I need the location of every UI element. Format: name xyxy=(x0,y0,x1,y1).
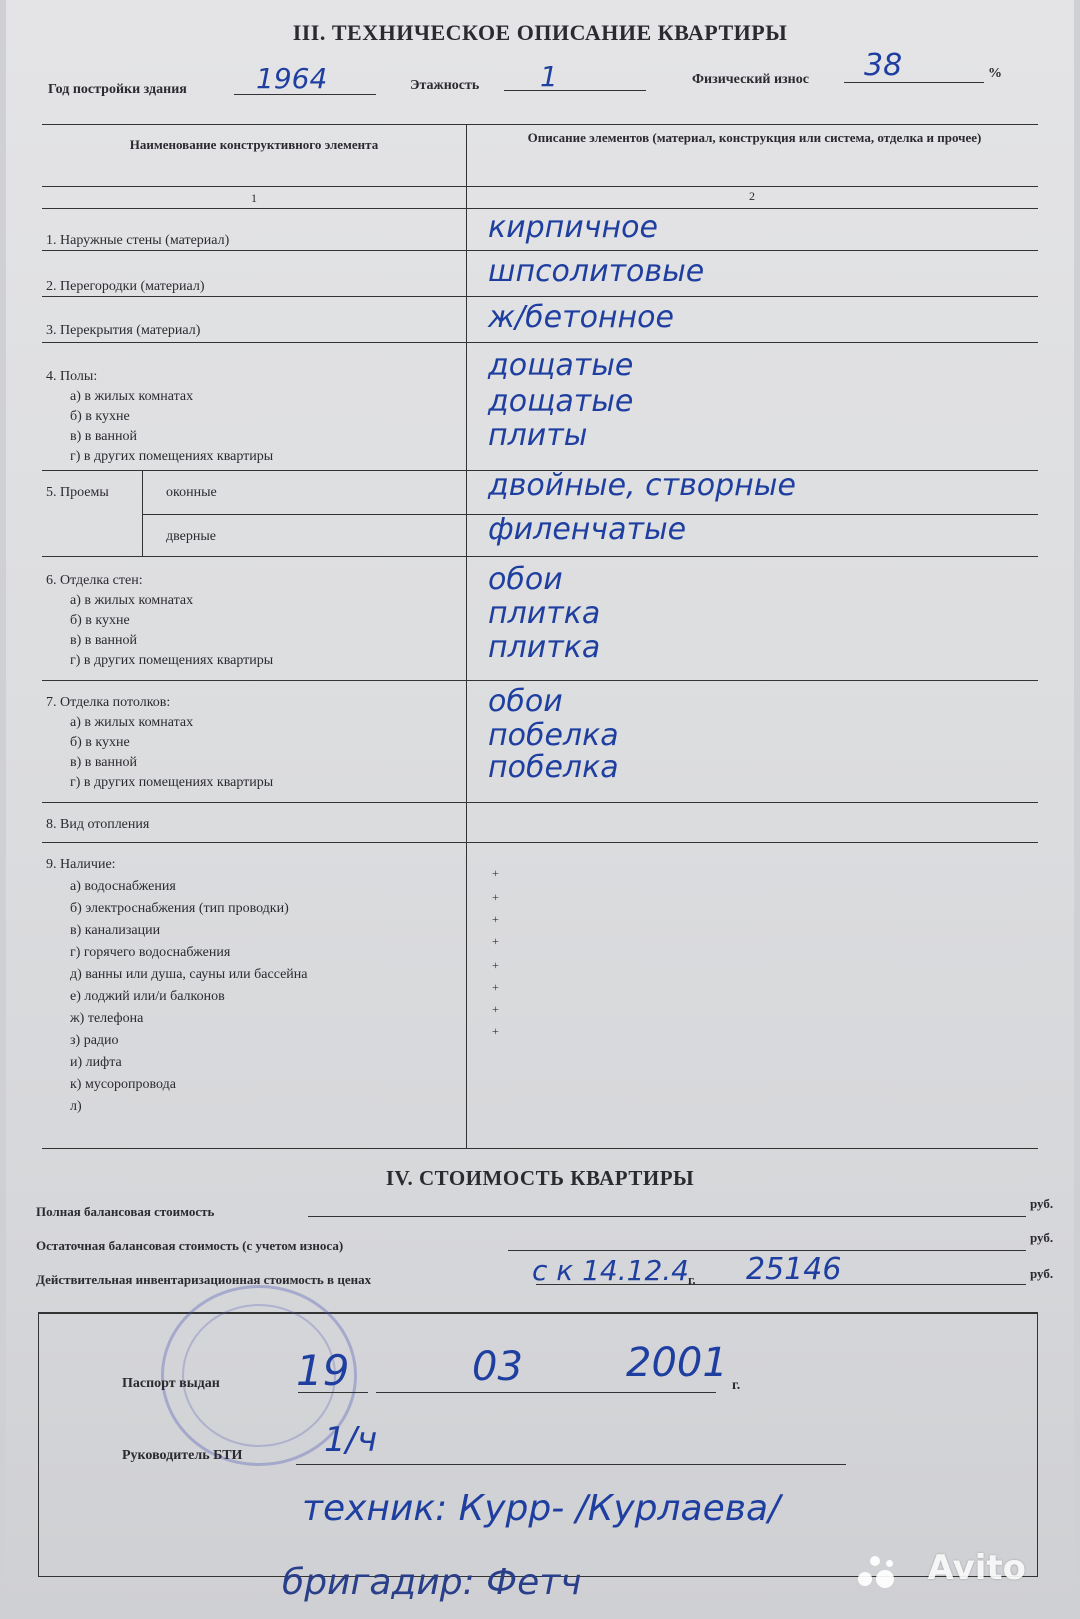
row6-c: в) в ванной xyxy=(70,633,137,648)
col1-header: Наименование конструктивного элемента xyxy=(129,137,379,152)
wear-unit: % xyxy=(988,66,1002,81)
row9-item: а) водоснабжения xyxy=(70,879,176,894)
row6-b: б) в кухне xyxy=(70,613,130,628)
bti-head-signature: 1/ч xyxy=(324,1420,378,1460)
table-line xyxy=(42,342,1038,343)
inventory-date: с к 14.12.4 xyxy=(532,1254,689,1287)
column-divider xyxy=(466,124,467,1148)
inventory-sum: 25146 xyxy=(746,1252,842,1287)
row7-b: б) в кухне xyxy=(70,735,130,750)
col1-number: 1 xyxy=(251,191,257,205)
presence-mark: + xyxy=(492,866,499,880)
inventory-cost-label: Действительная инвентаризационная стоимость в ценах xyxy=(36,1272,372,1287)
table-line xyxy=(42,842,1038,843)
inventory-year-suffix: г. xyxy=(688,1272,696,1287)
table-line xyxy=(42,802,1038,803)
passport-month: 03 xyxy=(472,1344,523,1390)
row6-d: г) в других помещениях квартиры xyxy=(70,653,274,668)
row4-value-b: дощатые xyxy=(488,384,634,419)
row9-item: е) лоджий или/и балконов xyxy=(70,989,225,1004)
row7-value-c: побелка xyxy=(488,750,619,785)
document-page xyxy=(6,0,1074,1619)
row4-a: а) в жилых комнатах xyxy=(70,389,194,404)
row9-item: и) лифта xyxy=(70,1055,122,1070)
table-line xyxy=(42,124,1038,125)
presence-mark: + xyxy=(492,1002,499,1016)
row2-label: 2. Перегородки (материал) xyxy=(46,279,205,294)
col2-number: 2 xyxy=(749,189,755,203)
row9-item: в) канализации xyxy=(70,923,161,938)
row9-item: к) мусоропровода xyxy=(70,1077,176,1092)
floors-label: Этажность xyxy=(410,78,480,93)
row1-value: кирпичное xyxy=(488,210,658,245)
row5-door-label: дверные xyxy=(166,529,216,544)
row9-label: 9. Наличие: xyxy=(46,857,116,872)
presence-mark: + xyxy=(492,934,499,948)
row5-door-value: филенчатые xyxy=(488,512,687,547)
floors-field xyxy=(504,60,646,93)
table-line xyxy=(42,1148,1038,1149)
row9-item: л) xyxy=(70,1099,82,1114)
row9-item: д) ванны или душа, сауны или бассейна xyxy=(70,967,308,982)
wear-field xyxy=(844,48,984,83)
passport-day: 19 xyxy=(296,1346,350,1395)
section4-title: IV. СТОИМОСТЬ КВАРТИРЫ xyxy=(385,1166,695,1190)
floors-value: 1 xyxy=(540,60,558,93)
row6-label: 6. Отделка стен: xyxy=(46,573,143,588)
row6-value-b: плитка xyxy=(488,596,601,631)
row2-value: шпсолитовые xyxy=(488,254,705,289)
full-cost-line xyxy=(308,1200,1026,1217)
full-cost-label: Полная балансовая стоимость xyxy=(36,1204,215,1219)
bti-head-label: Руководитель БТИ xyxy=(122,1448,243,1463)
row4-label: 4. Полы: xyxy=(46,369,98,384)
table-line xyxy=(42,680,1038,681)
year-label: Год постройки здания xyxy=(48,82,187,97)
full-cost-unit: руб. xyxy=(1030,1196,1054,1211)
foreman-signature: бригадир: Фетч xyxy=(282,1562,582,1603)
row9-item: з) радио xyxy=(70,1033,119,1048)
row4-d: г) в других помещениях квартиры xyxy=(70,449,274,464)
col2-header: Описание элементов (материал, конструкция или система, отделка и прочее) xyxy=(527,130,982,145)
row4-value-a: дощатые xyxy=(488,348,634,383)
residual-cost-unit: руб. xyxy=(1030,1230,1054,1245)
year-value: 1964 xyxy=(256,62,328,95)
section3-title: III. ТЕХНИЧЕСКОЕ ОПИСАНИЕ КВАРТИРЫ xyxy=(292,20,788,45)
row9-item: ж) телефона xyxy=(70,1011,144,1026)
row7-d: г) в других помещениях квартиры xyxy=(70,775,274,790)
avito-watermark: Avito xyxy=(927,1548,1026,1588)
wear-label: Физический износ xyxy=(692,72,809,87)
row5-label: 5. Проемы xyxy=(46,485,109,500)
presence-mark: + xyxy=(492,980,499,994)
passport-issued-label: Паспорт выдан xyxy=(122,1376,220,1391)
row6-value-a: обои xyxy=(488,562,563,597)
row6-a: а) в жилых комнатах xyxy=(70,593,194,608)
row7-value-b: побелка xyxy=(488,718,619,753)
row7-value-a: обои xyxy=(488,684,563,719)
presence-mark: + xyxy=(492,912,499,926)
residual-cost-line xyxy=(508,1234,1026,1251)
row7-label: 7. Отделка потолков: xyxy=(46,695,171,710)
row5-window-value: двойные, створные xyxy=(488,468,796,503)
row9-item: г) горячего водоснабжения xyxy=(70,945,231,960)
wear-value: 38 xyxy=(864,48,903,83)
row4-c: в) в ванной xyxy=(70,429,137,444)
bti-head-line xyxy=(296,1436,846,1465)
presence-mark: + xyxy=(492,1024,499,1038)
residual-cost-label: Остаточная балансовая стоимость (с учетом износа) xyxy=(36,1238,344,1253)
passport-year-suffix: г. xyxy=(732,1378,741,1393)
row5-window-label: оконные xyxy=(166,485,217,500)
inventory-cost-unit: руб. xyxy=(1030,1266,1054,1281)
passport-year: 2001 xyxy=(626,1340,728,1386)
row3-label: 3. Перекрытия (материал) xyxy=(46,323,201,338)
avito-logo-icon xyxy=(856,1552,896,1592)
row7-c: в) в ванной xyxy=(70,755,137,770)
technician-signature: техник: Курр- /Курлаева/ xyxy=(302,1488,781,1529)
table-line xyxy=(42,556,1038,557)
presence-mark: + xyxy=(492,958,499,972)
row4-b: б) в кухне xyxy=(70,409,130,424)
row9-item: б) электроснабжения (тип проводки) xyxy=(70,901,289,916)
openings-divider xyxy=(142,470,143,556)
row7-a: а) в жилых комнатах xyxy=(70,715,194,730)
tech-table xyxy=(42,124,1038,1148)
row4-value-c: плиты xyxy=(488,418,588,453)
row6-value-c: плитка xyxy=(488,630,601,665)
year-field xyxy=(234,62,376,95)
row8-label: 8. Вид отопления xyxy=(46,817,150,832)
presence-mark: + xyxy=(492,890,499,904)
row1-label: 1. Наружные стены (материал) xyxy=(46,233,230,248)
row3-value: ж/бетонное xyxy=(488,300,674,335)
